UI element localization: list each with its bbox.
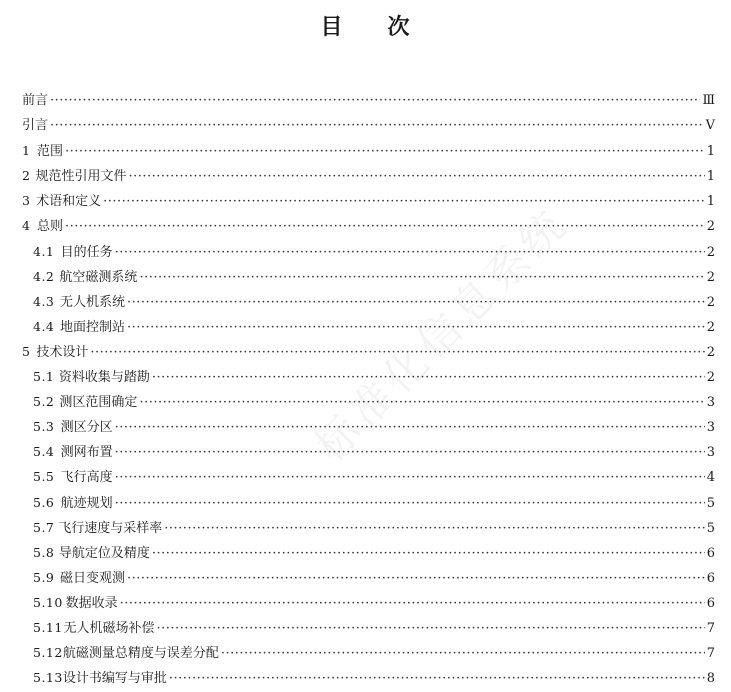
toc-page-number: 3 [706, 420, 715, 436]
toc-entry-number: 5.2 [33, 394, 55, 410]
toc-entry-label: 总则 [36, 219, 63, 235]
toc-entry-number: 5.8 [33, 544, 55, 560]
toc-entry[interactable] [22, 665, 715, 690]
toc-dot-leader [127, 315, 705, 340]
toc-page-number: 6 [706, 545, 715, 561]
toc-dot-leader [152, 365, 705, 390]
toc-entry-label: 地面控制站 [60, 319, 126, 335]
toc-entry-number: 4.2 [33, 268, 55, 284]
toc-page-number: 4 [706, 470, 715, 486]
toc-dot-leader [103, 189, 705, 214]
toc-dot-leader [157, 616, 705, 641]
toc-entry-number: 4.4 [33, 318, 55, 334]
toc-entry-number: 5.3 [33, 419, 55, 435]
toc-dot-leader [50, 113, 704, 138]
toc-dot-leader [65, 214, 705, 239]
toc-page-number: 5 [706, 520, 715, 536]
toc-entry-label: 无人机磁场补偿 [63, 620, 155, 636]
toc-page-number: V [705, 118, 715, 134]
toc-dot-leader [152, 541, 705, 566]
toc-dot-leader [127, 566, 705, 591]
toc-entry-number: 1 [22, 143, 31, 159]
toc-entry[interactable] [22, 88, 715, 113]
toc-entry-label: 引言 [22, 118, 49, 134]
toc-entry-number: 5.6 [33, 494, 55, 510]
toc-entry[interactable] [22, 490, 715, 515]
toc-dot-leader [139, 265, 704, 290]
toc-entry-number: 5.13 [33, 670, 63, 686]
toc-entry[interactable] [22, 138, 715, 163]
toc-entry-number: 5.7 [33, 519, 55, 535]
toc-entry-number: 4 [22, 218, 31, 234]
toc-entry-number: 5.9 [33, 569, 55, 585]
toc-page-number: 6 [706, 570, 715, 586]
toc-dot-leader [90, 340, 704, 365]
toc-entry-number: 2 [22, 168, 31, 184]
toc-page-number: 1 [706, 144, 715, 160]
toc-entry[interactable] [22, 364, 715, 389]
toc-entry[interactable] [22, 163, 715, 188]
toc-page-number: 1 [706, 194, 715, 210]
toc-page-number: 2 [706, 269, 715, 285]
toc-entry[interactable] [22, 239, 715, 264]
toc-entry[interactable] [22, 540, 715, 565]
toc-entry-label: 航磁测量总精度与误差分配 [62, 646, 219, 662]
toc-entry-label: 无人机系统 [60, 294, 126, 310]
toc-entry[interactable] [22, 213, 715, 238]
toc-dot-leader [115, 491, 705, 516]
toc-entry-label: 磁日变观测 [60, 570, 126, 586]
title-char-1: 目 [320, 15, 344, 40]
toc-entry-label: 资料收集与踏勘 [58, 370, 150, 386]
toc-entry-number: 5.12 [33, 645, 63, 661]
toc-page-number: 2 [706, 344, 715, 360]
toc-entry-label: 前言 [22, 93, 49, 108]
toc-entry[interactable] [22, 389, 715, 414]
toc-entry-label: 数据收录 [65, 595, 118, 611]
toc-entry-label: 航空磁测系统 [59, 269, 138, 285]
toc-dot-leader [139, 390, 704, 415]
toc-dot-leader [115, 240, 705, 265]
toc-entry-label: 航迹规划 [60, 495, 113, 511]
toc-page-number: 5 [706, 495, 715, 511]
toc-entry-label: 测区分区 [60, 420, 113, 436]
toc-entry[interactable] [22, 414, 715, 439]
toc-entry-label: 测网布置 [60, 445, 113, 461]
toc-entry[interactable] [22, 640, 715, 665]
toc-entry-number: 4.1 [33, 243, 55, 259]
toc-page-number: 2 [706, 244, 715, 260]
title-char-2: 次 [387, 15, 411, 40]
toc-entry-label: 技术设计 [36, 344, 89, 360]
toc-entry-number: 5.4 [33, 444, 55, 460]
toc-entry[interactable] [22, 565, 715, 590]
toc-dot-leader [115, 440, 705, 465]
toc-dot-leader [169, 666, 705, 691]
toc-entry[interactable] [22, 264, 715, 289]
toc-entry[interactable] [22, 464, 715, 489]
toc-page-number: 2 [706, 219, 715, 235]
toc-entry[interactable] [22, 188, 715, 213]
toc-entry[interactable] [22, 590, 715, 615]
toc-dot-leader [65, 139, 705, 164]
table-of-contents [22, 88, 715, 690]
toc-page-number: 1 [706, 169, 715, 185]
watermark: 标准化信息系统 [305, 198, 578, 471]
toc-entry-number: 5.11 [33, 619, 63, 635]
toc-entry[interactable] [22, 515, 715, 540]
toc-entry-number: 5 [22, 343, 31, 359]
toc-dot-leader [120, 591, 705, 616]
toc-dot-leader [115, 415, 705, 440]
toc-dot-leader [221, 641, 705, 666]
toc-entry[interactable] [22, 314, 715, 339]
toc-entry[interactable] [22, 615, 715, 640]
toc-entry-label: 飞行高度 [60, 470, 113, 486]
toc-entry-number: 3 [22, 193, 31, 209]
toc-entry[interactable] [22, 339, 715, 364]
toc-entry-label: 导航定位及精度 [58, 545, 150, 561]
toc-page-number: 2 [706, 294, 715, 310]
toc-page-number: 3 [706, 445, 715, 461]
toc-entry-number: 4.3 [33, 293, 55, 309]
toc-page-number: 2 [706, 319, 715, 335]
toc-page-number: 6 [706, 595, 715, 611]
toc-page-number: 2 [706, 370, 715, 386]
toc-entry-label: 规范性引用文件 [35, 169, 127, 185]
toc-dot-leader [128, 164, 704, 189]
toc-entry[interactable] [22, 439, 715, 464]
toc-entry-label: 目的任务 [60, 244, 113, 260]
toc-dot-leader [164, 516, 704, 541]
toc-entry-number: 5.5 [33, 469, 55, 485]
toc-dot-leader [115, 465, 705, 490]
page-title [0, 10, 731, 41]
toc-page-number: 3 [706, 395, 715, 411]
toc-entry[interactable] [22, 113, 715, 138]
toc-dot-leader [127, 290, 705, 315]
toc-entry[interactable] [22, 289, 715, 314]
toc-entry-number: 5.1 [33, 369, 55, 385]
toc-entry-label: 设计书编写与审批 [62, 671, 167, 687]
toc-page-number: Ⅲ [702, 93, 715, 108]
toc-entry-label: 飞行速度与采样率 [58, 520, 163, 536]
toc-page-number: 8 [706, 671, 715, 687]
toc-page-number: 7 [706, 646, 715, 662]
toc-entry-number: 5.10 [33, 594, 63, 610]
toc-entry-label: 范围 [36, 144, 63, 160]
toc-dot-leader [50, 88, 700, 113]
toc-page-number: 7 [706, 620, 715, 636]
toc-entry-label: 术语和定义 [36, 194, 102, 210]
toc-entry-label: 测区范围确定 [59, 395, 138, 411]
